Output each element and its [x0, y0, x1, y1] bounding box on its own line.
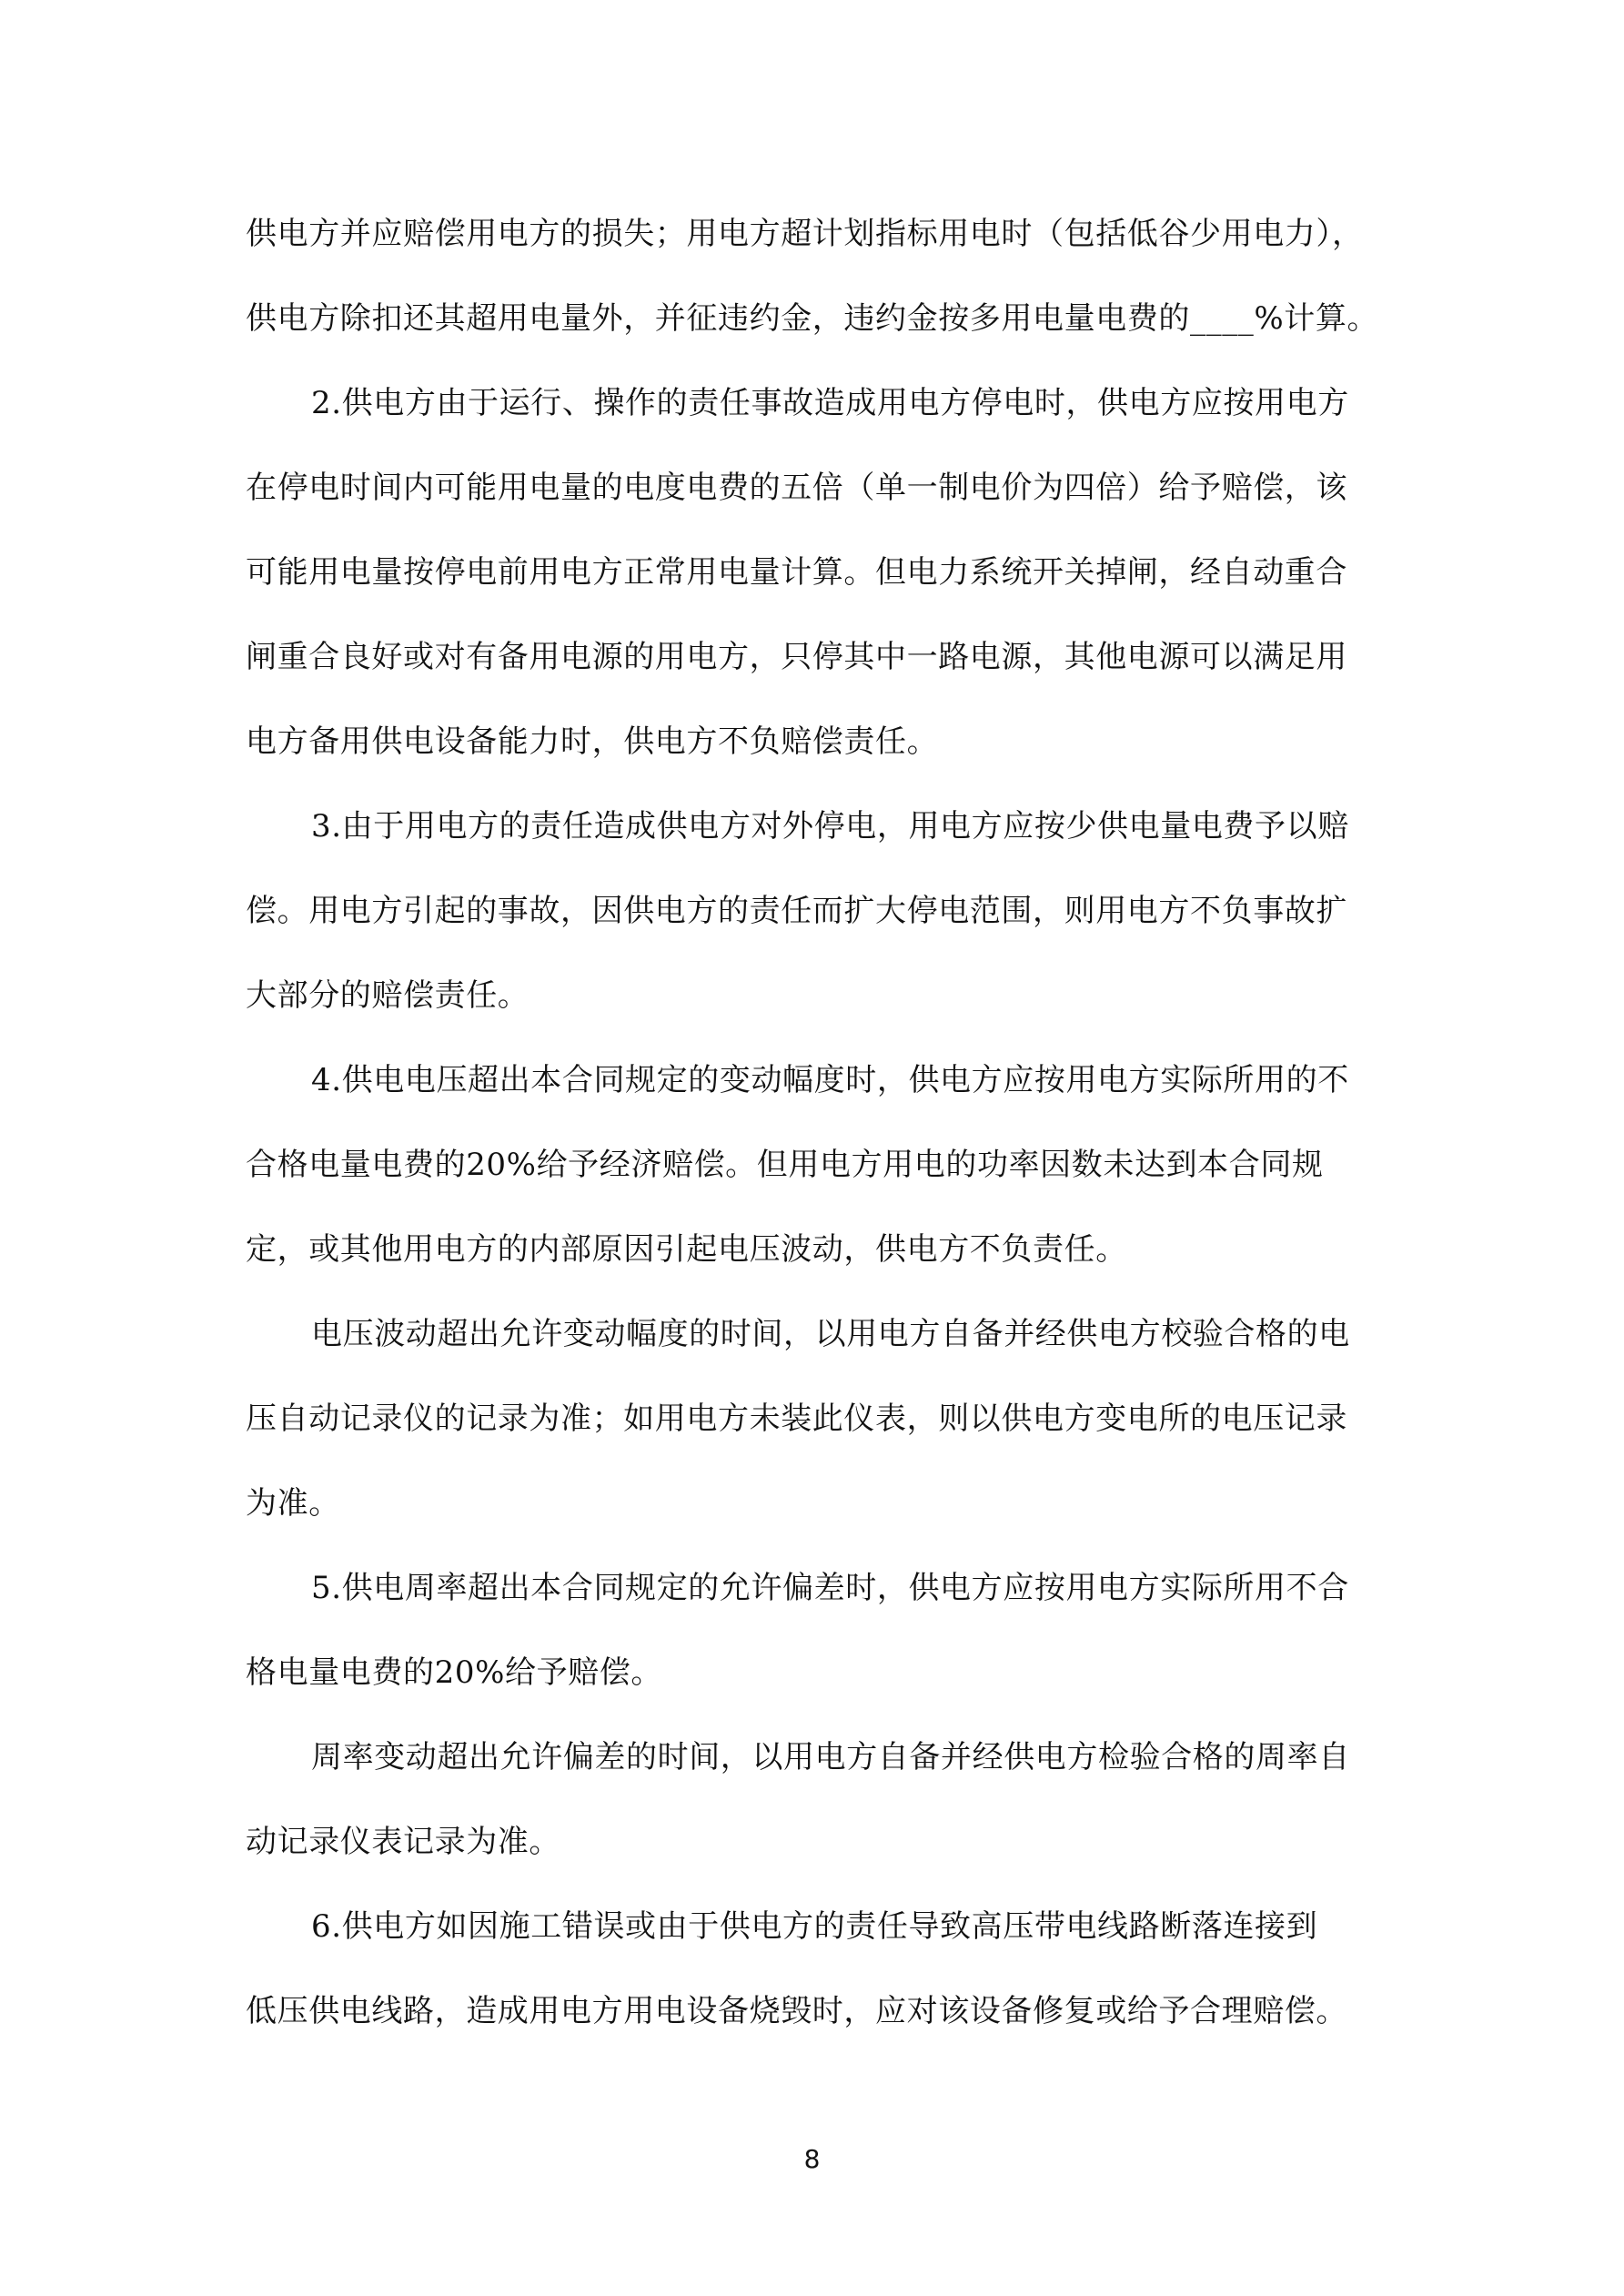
- text-line: 电方备用供电设备能力时，供电方不负赔偿责任。: [246, 723, 939, 760]
- text-line-indented: 电压波动超出允许变动幅度的时间，以用电方自备并经供电方校验合格的电: [311, 1316, 1350, 1352]
- text-line: 压自动记录仪的记录为准；如用电方未装此仪表，则以供电方变电所的电压记录: [246, 1401, 1347, 1437]
- text-line: 格电量电费的20%给予赔偿。: [246, 1654, 662, 1691]
- text-line: 合格电量电费的20%给予经济赔偿。但用电方用电的功率因数未达到本合同规: [246, 1147, 1324, 1183]
- text-line: 在停电时间内可能用电量的电度电费的五倍（单一制电价为四倍）给予赔偿，该: [246, 470, 1347, 506]
- text-line: 供电方除扣还其超用电量外，并征违约金，违约金按多用电量电费的____%计算。: [246, 300, 1379, 337]
- text-line-indented: 3.由于用电方的责任造成供电方对外停电，用电方应按少供电量电费予以赔: [311, 808, 1349, 845]
- text-line: 为准。: [246, 1485, 340, 1522]
- text-line: 大部分的赔偿责任。: [246, 977, 530, 1014]
- text-line: 动记录仪表记录为准。: [246, 1824, 560, 1860]
- text-line-indented: 周率变动超出允许偏差的时间，以用电方自备并经供电方检验合格的周率自: [311, 1739, 1350, 1775]
- text-line: 定，或其他用电方的内部原因引起电压波动，供电方不负责任。: [246, 1231, 1127, 1268]
- text-line: 闸重合良好或对有备用电源的用电方，只停其中一路电源，其他电源可以满足用: [246, 639, 1347, 675]
- text-line: 可能用电量按停电前用电方正常用电量计算。但电力系统开关掉闸，经自动重合: [246, 554, 1347, 591]
- text-line-indented: 5.供电周率超出本合同规定的允许偏差时，供电方应按用电方实际所用不合: [311, 1570, 1349, 1606]
- page-number: 8: [803, 2144, 821, 2174]
- text-line-indented: 6.供电方如因施工错误或由于供电方的责任导致高压带电线路断落连接到: [311, 1908, 1318, 1945]
- text-line-indented: 4.供电电压超出本合同规定的变动幅度时，供电方应按用电方实际所用的不: [311, 1062, 1349, 1098]
- text-line: 低压供电线路，造成用电方用电设备烧毁时，应对该设备修复或给予合理赔偿。: [246, 1993, 1347, 2029]
- text-line: 供电方并应赔偿用电方的损失；用电方超计划指标用电时（包括低谷少用电力），: [246, 216, 1364, 252]
- text-line-indented: 2.供电方由于运行、操作的责任事故造成用电方停电时，供电方应按用电方: [311, 385, 1349, 421]
- text-line: 偿。用电方引起的事故，因供电方的责任而扩大停电范围，则用电方不负事故扩: [246, 893, 1347, 929]
